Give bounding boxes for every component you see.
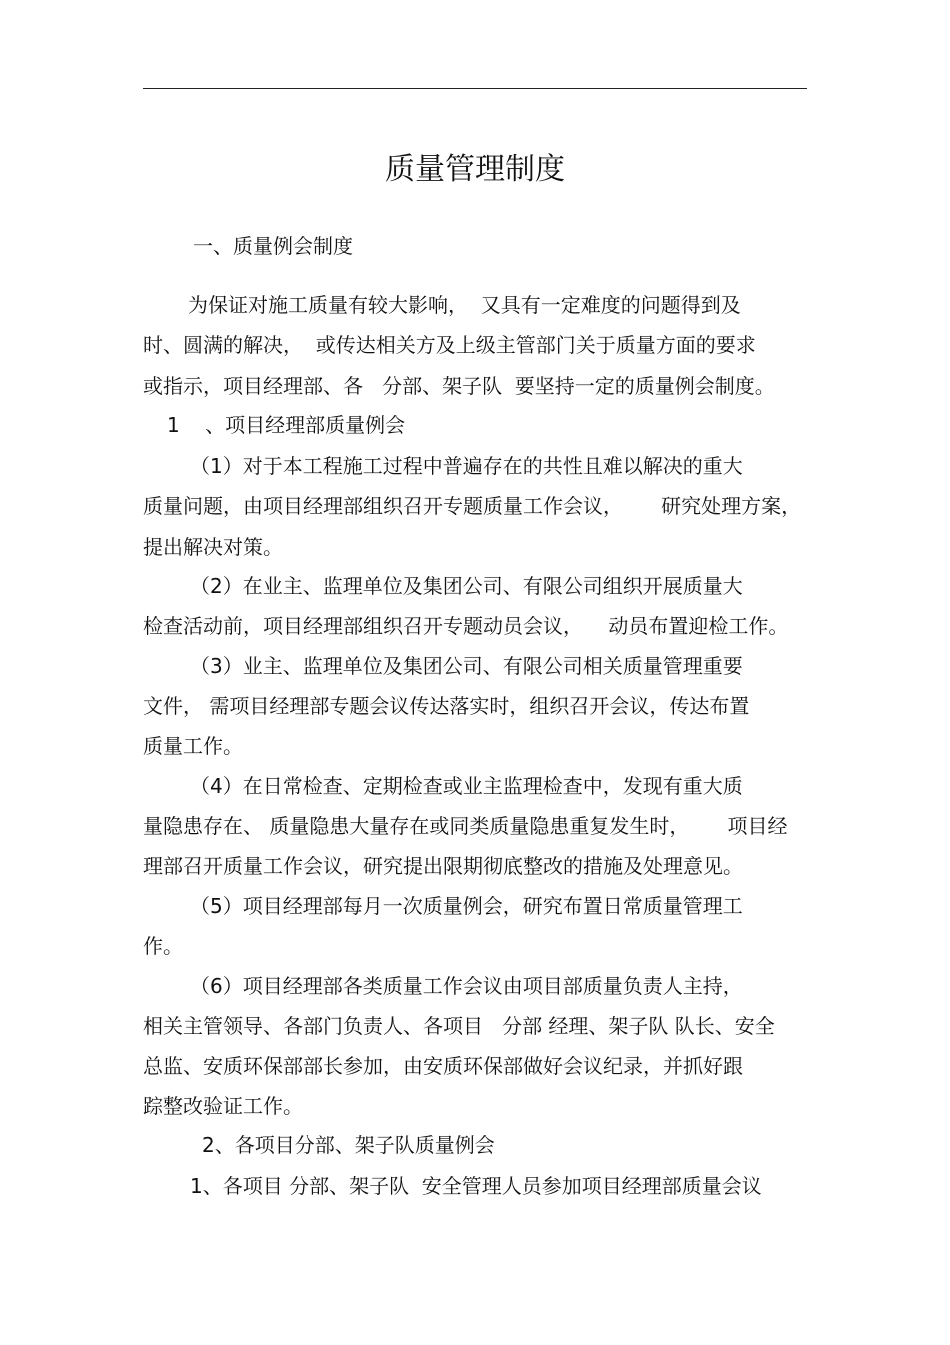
item-4-line-3: 理部召开质量工作会议，研究提出限期彻底整改的措施及处理意见。 [143,854,743,878]
section-heading-1: 一、质量例会制度 [193,234,353,258]
item-2-line-1: （2）在业主、监理单位及集团公司、有限公司组织开展质量大 [190,574,743,598]
subsection-2-line-1: 1、各项目 分部、架子队 安全管理人员参加项目经理部质量会议 [190,1174,762,1198]
item-6-line-3: 总监、安质环保部部长参加，由安质环保部做好会议纪录，并抓好跟 [143,1054,743,1078]
subsection-heading-2: 2、各项目分部、架子队质量例会 [202,1133,495,1157]
item-4-line-2: 量隐患存在、 质量隐患大量存在或同类质量隐患重复发生时， 项目经 [143,814,788,838]
item-6-line-2: 相关主管领导、各部门负责人、各项目 分部 经理、架子队 队长、安全 [143,1014,775,1038]
header-rule [143,88,807,89]
item-1-line-3: 提出解决对策。 [143,535,283,559]
paragraph-intro-line-2: 时、圆满的解决， 或传达相关方及上级主管部门关于质量方面的要求 [143,333,756,357]
item-1-line-1: （1）对于本工程施工过程中普遍存在的共性且难以解决的重大 [190,454,743,478]
item-5-line-2: 作。 [143,934,183,958]
item-6-line-4: 踪整改验证工作。 [143,1094,303,1118]
item-3-line-1: （3）业主、监理单位及集团公司、有限公司相关质量管理重要 [190,654,743,678]
item-6-line-1: （6）项目经理部各类质量工作会议由项目部质量负责人主持， [190,974,743,998]
paragraph-intro-line-3: 或指示，项目经理部、各 分部、架子队 要坚持一定的质量例会制度。 [143,374,775,398]
item-3-line-2: 文件， 需项目经理部专题会议传达落实时，组织召开会议，传达布置 [143,694,750,718]
paragraph-intro-line-1: 为保证对施工质量有较大影响， 又具有一定难度的问题得到及 [188,293,741,317]
document-title: 质量管理制度 [385,152,565,187]
item-5-line-1: （5）项目经理部每月一次质量例会，研究布置日常质量管理工 [190,894,743,918]
item-1-line-2: 质量问题，由项目经理部组织召开专题质量工作会议， 研究处理方案， [143,494,802,518]
item-3-line-3: 质量工作。 [143,734,243,758]
item-4-line-1: （4）在日常检查、定期检查或业主监理检查中，发现有重大质 [190,774,743,798]
item-2-line-2: 检查活动前，项目经理部组织召开专题动员会议， 动员布置迎检工作。 [143,614,789,638]
subsection-heading-1: 1 、项目经理部质量例会 [167,413,406,437]
